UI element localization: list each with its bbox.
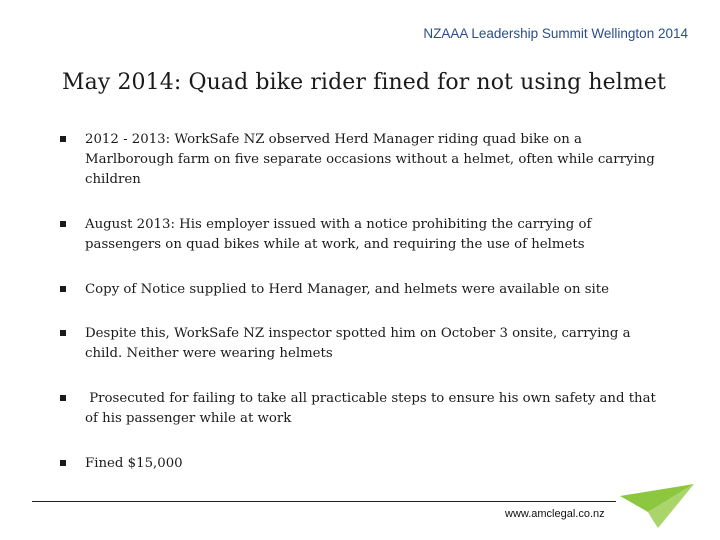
bullet-item [60, 215, 660, 255]
bullet-item [60, 454, 660, 474]
footer-rule [32, 501, 616, 502]
bullet-item [60, 389, 660, 429]
bullet-item [60, 324, 660, 364]
paper-plane-logo-icon [618, 482, 696, 532]
bullet-marker-icon [60, 286, 66, 292]
bullet-text: Copy of Notice supplied to Herd Manager, and helmets were available on site [85, 282, 610, 297]
bullet-text: Despite this, WorkSafe NZ inspector spotted him on October 3 onsite, carrying a child. Neither were wearing helmets [85, 326, 631, 361]
bullet-text: Fined $15,000 [85, 456, 183, 471]
bullet-text: Prosecuted for failing to take all practicable steps to ensure his own safety and that of his passenger while at work [85, 391, 661, 426]
bullet-marker-icon [60, 136, 66, 142]
footer-url-link[interactable]: www.amclegal.co.nz [505, 508, 605, 520]
bullet-marker-icon [60, 221, 66, 227]
bullet-list [60, 130, 660, 474]
bullet-text: 2012 - 2013: WorkSafe NZ observed Herd Manager riding quad bike on a Marlborough farm on five separate occasions without a helmet, often while carrying children [85, 132, 655, 187]
bullet-marker-icon [60, 460, 66, 466]
slide-title: May 2014: Quad bike rider fined for not using helmet [62, 70, 666, 95]
bullet-marker-icon [60, 395, 66, 401]
bullet-item [60, 280, 660, 300]
bullet-item [60, 130, 660, 190]
header-text: NZAAA Leadership Summit Wellington 2014 [423, 26, 688, 41]
bullet-text: August 2013: His employer issued with a notice prohibiting the carrying of passengers on quad bikes while at work, and requiring the use of helmets [85, 217, 592, 252]
bullet-marker-icon [60, 330, 66, 336]
